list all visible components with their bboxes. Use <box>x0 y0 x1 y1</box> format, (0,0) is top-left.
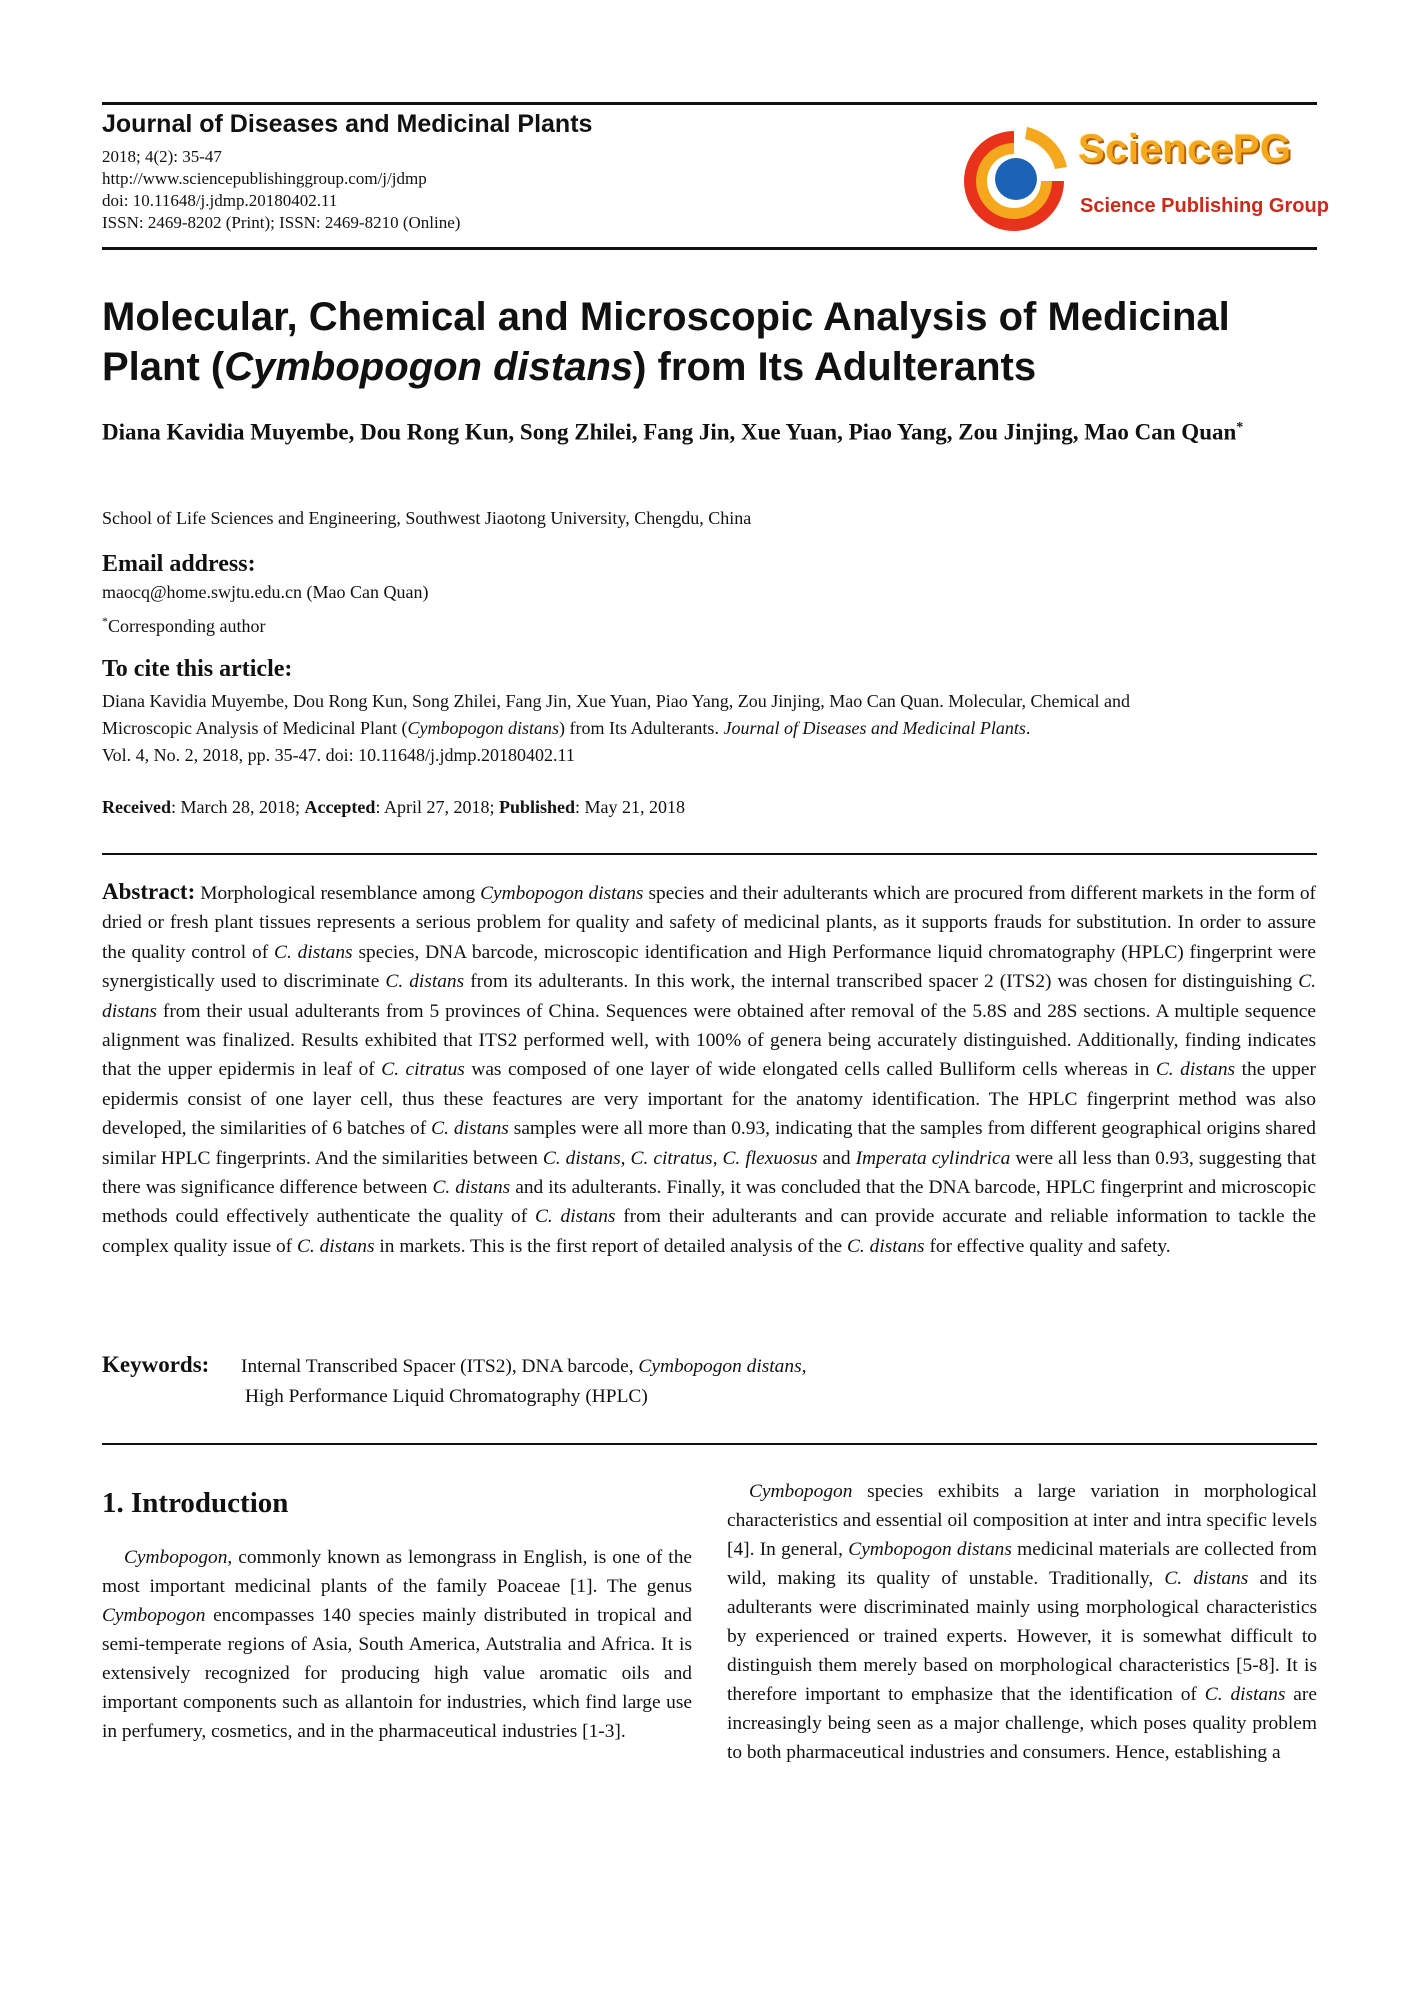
intro-text: are increasingly being seen as a major challenge, which poses quality problem to both pharmaceutical industries and consumers. Hence, establishing a <box>727 1684 1317 1763</box>
logo-wordmark: SciencePG <box>1078 127 1292 171</box>
abstract-text: species and their adulterants which are procured from different markets in the form of dried or fresh plant tissues represents a serious problem for quality and safety of medicinal plants, as it supports frauds for substitution. In order to assure the quality control of <box>102 883 1316 963</box>
abstract-species: C. distans <box>1155 1059 1236 1081</box>
logo-subtitle: Science Publishing Group <box>1080 195 1329 217</box>
title-text: Plant ( <box>102 345 225 389</box>
journal-url[interactable]: http://www.sciencepublishinggroup.com/j/jdmp <box>102 169 427 188</box>
abstract-text: samples were all more than 0.93, indicating that the samples from different geographical origins shared similar HPLC fingerprints. And the similarities between <box>102 1118 1316 1169</box>
title-line-1: Molecular, Chemical and Microscopic Analysis of Medicinal <box>102 295 1230 339</box>
abstract-text: in markets. This is the first report of detailed analysis of the <box>374 1235 847 1257</box>
keywords-bottom-rule <box>102 1443 1317 1445</box>
affiliation: School of Life Sciences and Engineering, Southwest Jiaotong University, Chengdu, China <box>102 508 752 528</box>
journal-issn: ISSN: 2469-8202 (Print); ISSN: 2469-8210 (Online) <box>102 213 461 232</box>
intro-genus: Cymbopogon <box>124 1547 228 1568</box>
accepted-date: : April 27, 2018; <box>375 797 499 817</box>
abstract-species: C. distans <box>534 1206 616 1228</box>
published-label: Published <box>498 797 575 817</box>
citation-line-2 <box>102 715 1327 742</box>
abstract-text: and <box>817 1147 856 1169</box>
corresponding-text: Corresponding author <box>108 616 266 636</box>
keywords-line-1 <box>241 1356 806 1378</box>
publication-dates <box>102 797 685 818</box>
intro-genus: Cymbopogon <box>102 1605 206 1626</box>
intro-left-column <box>102 1543 692 1746</box>
abstract-text: Morphological resemblance among <box>195 883 481 904</box>
intro-species: Cymbopogon distans <box>848 1539 1012 1560</box>
received-label: Received <box>102 797 171 817</box>
keywords-text: Internal Transcribed Spacer (ITS2), DNA barcode, <box>241 1356 639 1377</box>
intro-species: C. distans <box>1164 1568 1249 1589</box>
abstract-species: C. distans <box>431 1118 509 1140</box>
keywords-line-2: High Performance Liquid Chromatography (HPLC) <box>245 1386 648 1407</box>
citation-journal: Journal of Diseases and Medicinal Plants <box>723 718 1026 738</box>
citation <box>102 688 1327 769</box>
keywords-label: Keywords: <box>102 1352 210 1377</box>
intro-text: species exhibits a large variation in morphological characteristics and essential oil composition at inter and intra specific levels [4]. In general, <box>727 1481 1317 1560</box>
abstract-text: the upper epidermis consist of one layer cell, thus these feactures are very important for the anatomy identification. The HPLC fingerprint method was also developed, the similarities of 6 batches of <box>102 1059 1316 1140</box>
received-date: : March 28, 2018; <box>170 797 305 817</box>
intro-text: and its adulterants were discriminated mainly using morphological characteristics by experienced or trained experts. However, it is somewhat difficult to distinguish them merely based on morphological characteristics [5-8]. It is therefore important to emphasize that the identification of <box>727 1568 1317 1705</box>
header-bottom-rule <box>102 247 1317 250</box>
intro-paragraph-2 <box>727 1477 1317 1767</box>
abstract-species: C. citratus, C. flexuosus <box>630 1147 818 1169</box>
corresponding-mark: * <box>1236 420 1244 435</box>
citation-line-3: Vol. 4, No. 2, 2018, pp. 35-47. doi: 10.11648/j.jdmp.20180402.11 <box>102 745 575 765</box>
abstract-species: C. distans <box>296 1235 375 1257</box>
top-rule <box>102 102 1317 105</box>
citation-text-mid: ) from Its Adulterants. <box>558 718 724 738</box>
title-text-end: ) from Its Adulterants <box>633 345 1037 389</box>
citation-line-1: Diana Kavidia Muyembe, Dou Rong Kun, Song Zhilei, Fang Jin, Xue Yuan, Piao Yang, Zou Jinjing, Mao Can Quan. Molecular, Chemical and <box>102 691 1130 711</box>
abstract <box>102 877 1316 1261</box>
journal-doi: doi: 10.11648/j.jdmp.20180402.11 <box>102 191 338 210</box>
abstract-text: from its adulterants. In this work, the internal transcribed spacer 2 (ITS2) was chosen for distinguishing <box>464 971 1299 993</box>
intro-text: encompasses 140 species mainly distributed in tropical and semi-temperate regions of Asia, South America, Autstralia and Africa. It is extensively recognized for producing high value aromatic oils and important components such as allantoin for industries, which find large use in perfumery, cosmetics, and in the pharmaceutical industries [1-3]. <box>102 1605 692 1742</box>
intro-paragraph-1 <box>102 1543 692 1746</box>
intro-right-column <box>727 1477 1317 1767</box>
authors-text: Diana Kavidia Muyembe, Dou Rong Kun, Song Zhilei, Fang Jin, Xue Yuan, Piao Yang, Zou Jinjing, Mao Can Quan <box>102 419 1237 445</box>
intro-text: , commonly known as lemongrass in English, is one of the most important medicinal plants of the family Poaceae [1]. The genus <box>102 1547 692 1597</box>
keywords-text-end: , <box>801 1356 807 1377</box>
abstract-species: C. distans <box>847 1235 925 1257</box>
abstract-text: and its adulterants. Finally, it was concluded that the DNA barcode, HPLC fingerprint and microscopic methods could effectively authenticate the quality of <box>102 1177 1316 1228</box>
abstract-species: C. distans <box>102 971 1316 1022</box>
citation-text: Microscopic Analysis of Medicinal Plant ( <box>102 718 408 738</box>
article-title <box>102 292 1332 392</box>
abstract-species: C. distans <box>432 1177 511 1199</box>
abstract-text: from their adulterants and can provide accurate and reliable information to tackle the complex quality issue of <box>102 1206 1316 1257</box>
email-heading: Email address: <box>102 551 256 577</box>
intro-genus: Cymbopogon <box>749 1481 853 1502</box>
abstract-species: Cymbopogon distans <box>480 883 644 904</box>
abstract-species: C. distans <box>542 1147 621 1169</box>
abstract-species: Imperata cylindrica <box>855 1147 1011 1169</box>
abstract-label: Abstract: <box>102 879 196 904</box>
abstract-text: , <box>620 1147 631 1169</box>
email-address[interactable]: maocq@home.swjtu.edu.cn (Mao Can Quan) <box>102 582 429 602</box>
abstract-species: C. distans <box>274 941 353 963</box>
abstract-text: were all less than 0.93, suggesting that there was significance difference between <box>102 1147 1316 1199</box>
corresponding-note <box>102 614 265 637</box>
keywords-species: Cymbopogon distans <box>638 1356 802 1377</box>
journal-volume: 2018; 4(2): 35-47 <box>102 147 222 166</box>
author-list <box>102 412 1332 449</box>
citation-species: Cymbopogon distans <box>407 718 559 738</box>
corresponding-sup: * <box>102 614 108 628</box>
published-date: : May 21, 2018 <box>575 797 685 817</box>
sciencepg-logo <box>955 123 1329 231</box>
abstract-species: C. distans <box>385 971 465 993</box>
journal-name: Journal of Diseases and Medicinal Plants <box>102 110 593 138</box>
accepted-label: Accepted <box>304 797 376 817</box>
abstract-text: was composed of one layer of wide elongated cells called Bulliform cells whereas in <box>464 1059 1156 1081</box>
abstract-text: from their usual adulterants from 5 provinces of China. Sequences were obtained after removal of the 5.8S and 28S sections. A multiple sequence alignment was finalized. Results exhibited that ITS2 performed well, with 100% of genera being accurately distinguished. Additionally, finding indicates that the upper epidermis in leaf of <box>102 1000 1316 1081</box>
abstract-species: C. citratus <box>381 1059 465 1081</box>
abstract-text: species, DNA barcode, microscopic identification and High Performance liquid chromatography (HPLC) fingerprint were synergistically used to discriminate <box>102 941 1316 993</box>
sciencepg-logo-icon <box>955 123 1073 231</box>
introduction-heading: 1. Introduction <box>102 1487 289 1519</box>
title-line-2 <box>102 345 1036 389</box>
title-species: Cymbopogon distans <box>224 345 634 389</box>
abstract-text: for effective quality and safety. <box>924 1235 1171 1257</box>
intro-text: medicinal materials are collected from wild, making its quality of unstable. Traditionally, <box>727 1539 1317 1589</box>
cite-heading: To cite this article: <box>102 656 293 682</box>
abstract-top-rule <box>102 853 1317 855</box>
citation-text-end: . <box>1025 718 1031 738</box>
intro-species: C. distans <box>1204 1684 1286 1705</box>
